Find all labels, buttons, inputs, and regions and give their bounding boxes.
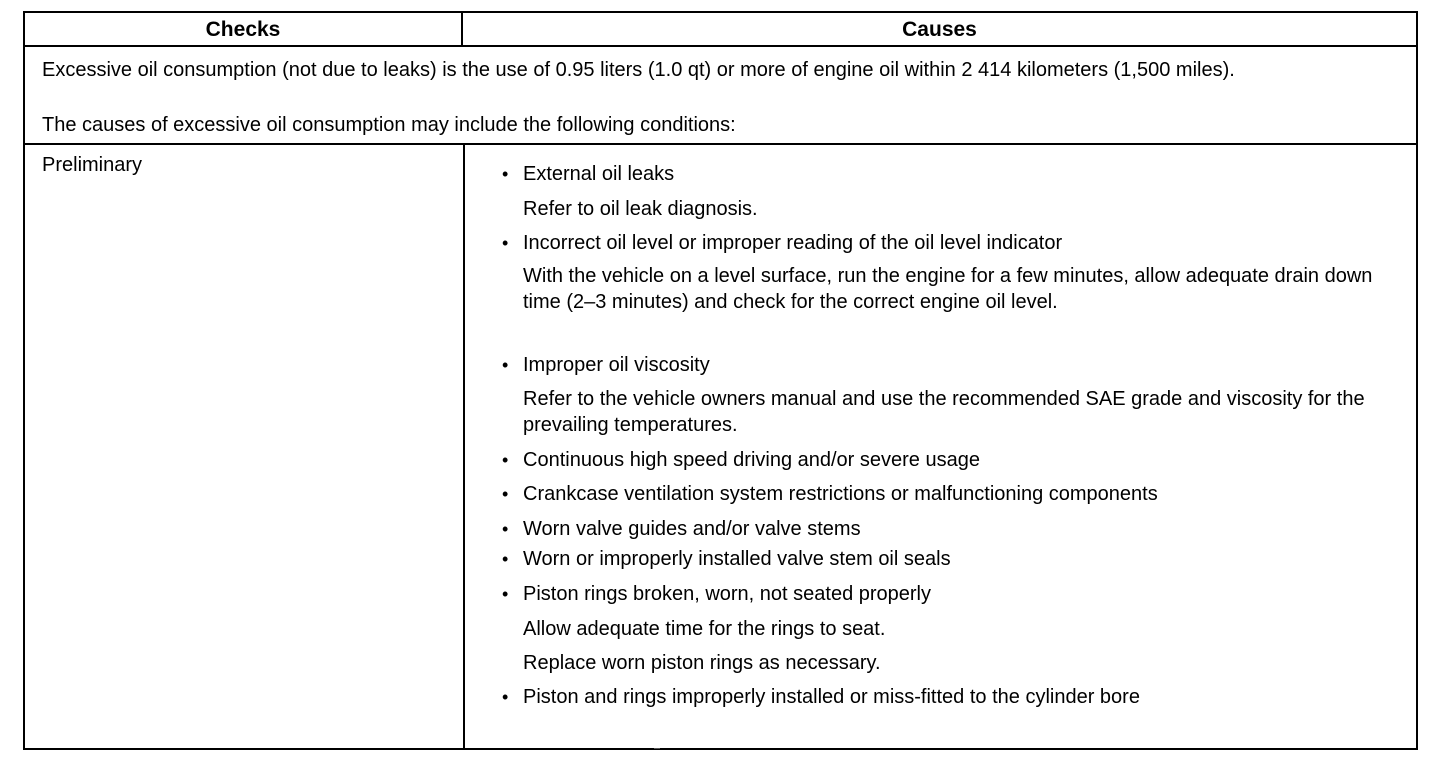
cause-item [502,546,1403,572]
cause-item [502,352,1403,378]
cause-note: Allow adequate time for the rings to seat. [523,618,886,640]
intro-causes-lead: The causes of excessive oil consumption may include the following conditions: [42,114,736,136]
cause-item [502,516,1403,542]
cause-note: Refer to oil leak diagnosis. [523,198,758,220]
cause-text: Improper oil viscosity [523,354,710,376]
header-causes: Causes [902,18,977,41]
intro-definition: Excessive oil consumption (not due to leaks) is the use of 0.95 liters (1.0 qt) or more of engine oil within 2 414 kilometers (1,500 miles). [42,59,1235,81]
cause-item [502,581,1403,607]
bullet-icon: • [502,549,509,569]
bullet-icon: • [502,233,509,253]
bullet-icon: • [502,584,509,604]
bullet-icon: • [502,164,509,184]
cause-text: Piston and rings improperly installed or miss-fitted to the cylinder bore [523,686,1140,708]
causes-cell [465,145,1416,748]
cause-text: Worn valve guides and/or valve stems [523,518,861,540]
bullet-icon: • [502,484,509,504]
checks-cell [25,145,465,748]
cause-text: Continuous high speed driving and/or severe usage [523,449,980,471]
cause-text: Incorrect oil level or improper reading of the oil level indicator [523,232,1063,254]
preliminary-row [25,145,1416,748]
cause-text: Piston rings broken, worn, not seated properly [523,583,931,605]
cause-item [502,447,1403,473]
cause-text: Crankcase ventilation system restrictions or malfunctioning components [523,483,1158,505]
table-header-row [25,13,1416,47]
bullet-icon: • [502,450,509,470]
bullet-icon: • [502,355,509,375]
intro-row [25,47,1416,145]
cause-text: Worn or improperly installed valve stem oil seals [523,548,951,570]
scan-artifact-mark [654,748,660,749]
bullet-icon: • [502,519,509,539]
cause-item [502,161,1403,187]
cause-text: External oil leaks [523,163,675,185]
check-label-preliminary: Preliminary [42,154,143,176]
header-checks: Checks [25,13,463,45]
cause-item [502,684,1403,710]
cause-note: Refer to the vehicle owners manual and use the recommended SAE grade and viscosity for the prevailing temperatures. [523,388,1365,436]
cause-note: Replace worn piston rings as necessary. [523,652,881,674]
diagnosis-table [23,11,1418,750]
cause-item [502,230,1403,256]
bullet-icon: • [502,687,509,707]
cause-note: With the vehicle on a level surface, run the engine for a few minutes, allow adequate drain down time (2–3 minutes) and check for the correct engine oil level. [523,265,1373,313]
cause-item [502,481,1403,507]
